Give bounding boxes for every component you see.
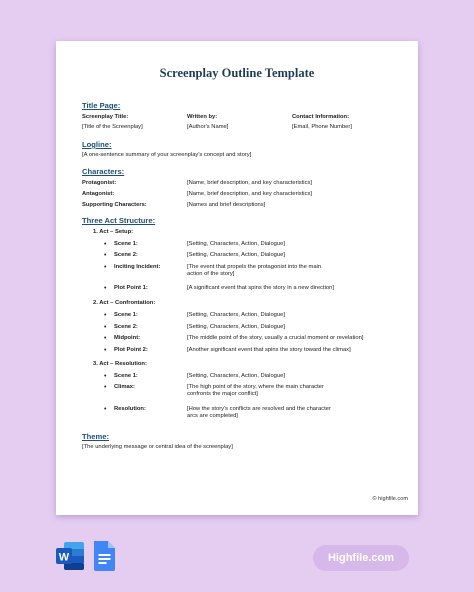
list-bullet: •: [104, 384, 107, 391]
list-bullet: •: [104, 312, 107, 319]
google-docs-icon: [89, 540, 119, 572]
act-2-item-value: [Setting, Characters, Action, Dialogue]: [187, 324, 285, 330]
act-1-item-value: [A significant event that spins the story in a new direction]: [187, 285, 334, 291]
word-icon-letter: W: [58, 551, 70, 564]
act-3-item-value: [How the story's conflicts are resolved and the character arcs are completed]: [187, 406, 331, 419]
protagonist-value: [Name, brief description, and key characteristics]: [187, 180, 313, 186]
act-3-item-label: Climax:: [114, 384, 135, 390]
act-2-item-label: Midpoint:: [114, 335, 141, 341]
logline-text: [A one-sentence summary of your screenplay's concept and story]: [82, 152, 252, 158]
list-bullet: •: [104, 324, 107, 331]
act-1-item-value: [The event that propels the protagonist into the main action of the story]: [187, 264, 322, 277]
brand-badge[interactable]: Highfile.com: [313, 545, 409, 571]
document-title: Screenplay Outline Template: [159, 66, 315, 80]
act-2-item-label: Scene 2:: [114, 324, 138, 330]
list-bullet: •: [104, 285, 107, 292]
act-2-item-value: [Setting, Characters, Action, Dialogue]: [187, 312, 285, 318]
act-1-item-label: Scene 1:: [114, 241, 138, 247]
act-3-item-value: [The high point of the story, where the main character confronts the major conflict]: [187, 384, 324, 397]
act-1-item-label: Scene 2:: [114, 252, 138, 258]
act-2-item-label: Scene 1:: [114, 312, 138, 318]
list-bullet: •: [104, 406, 107, 413]
act-1-label: 1. Act – Setup:: [93, 229, 134, 235]
list-bullet: •: [104, 347, 107, 354]
list-bullet: •: [104, 335, 107, 342]
screenplay-title-value: [Title of the Screenplay]: [82, 124, 143, 130]
antagonist-value: [Name, brief description, and key characteristics]: [187, 191, 313, 197]
document-page: [56, 41, 418, 515]
contact-info-label: Contact Information:: [292, 114, 349, 120]
act-2-label: 2. Act – Confrontation:: [93, 300, 156, 306]
act-3-item-value: [Setting, Characters, Action, Dialogue]: [187, 373, 285, 379]
three-act-structure-heading: Three Act Structure:: [82, 216, 156, 225]
characters-heading: Characters:: [82, 167, 125, 176]
act-1-item-value: [Setting, Characters, Action, Dialogue]: [187, 252, 285, 258]
written-by-value: [Author's Name]: [187, 124, 229, 130]
screenplay-title-label: Screenplay Title:: [82, 114, 129, 120]
act-2-item-value: [Another significant event that spins the story toward the climax]: [187, 347, 351, 353]
written-by-label: Written by:: [187, 114, 218, 120]
act-1-item-label: Inciting Incident:: [114, 264, 161, 270]
list-bullet: •: [104, 241, 107, 248]
protagonist-label: Protagonist:: [82, 180, 117, 186]
word-icon: [55, 540, 85, 572]
act-3-label: 3. Act – Resolution:: [93, 361, 147, 367]
act-1-item-label: Plot Point 1:: [114, 285, 148, 291]
supporting-characters-value: [Names and brief descriptions]: [187, 202, 266, 208]
act-1-item-value: [Setting, Characters, Action, Dialogue]: [187, 241, 285, 247]
logline-heading: Logline:: [82, 140, 112, 149]
act-2-item-label: Plot Point 2:: [114, 347, 148, 353]
list-bullet: •: [104, 264, 107, 271]
title-page-heading: Title Page:: [82, 101, 121, 110]
act-2-item-value: [The middle point of the story, usually a crucial moment or revelation]: [187, 335, 364, 341]
antagonist-label: Antagonist:: [82, 191, 115, 197]
list-bullet: •: [104, 373, 107, 380]
supporting-characters-label: Supporting Characters:: [82, 202, 147, 208]
copyright-notice: © highfile.com: [372, 496, 408, 502]
contact-info-value: [Email, Phone Number]: [292, 124, 352, 130]
list-bullet: •: [104, 252, 107, 259]
act-3-item-label: Scene 1:: [114, 373, 138, 379]
act-3-item-label: Resolution:: [114, 406, 146, 412]
theme-text: [The underlying message or central idea of the screenplay]: [82, 444, 233, 450]
theme-heading: Theme:: [82, 432, 110, 441]
